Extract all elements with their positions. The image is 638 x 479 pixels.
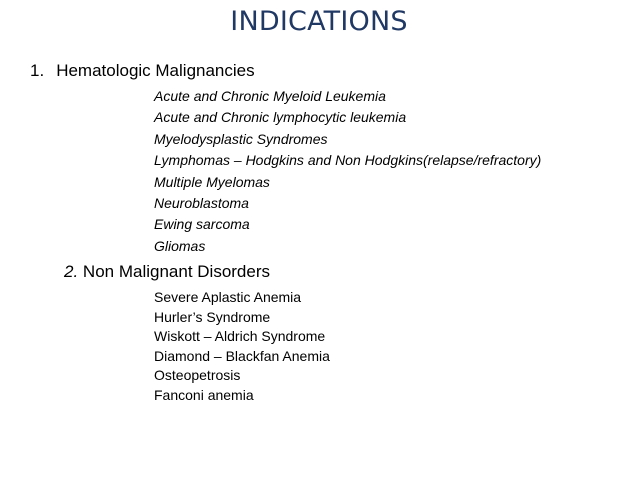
malignancies-list: [154, 86, 541, 257]
list-item: Gliomas: [154, 237, 206, 254]
list-item: Acute and Chronic lymphocytic leukemia: [154, 109, 407, 126]
section-number: 1.: [30, 61, 45, 80]
section-heading-text: Hematologic Malignancies: [56, 61, 255, 80]
list-item: Myelodysplastic Syndromes: [154, 130, 328, 147]
section-number: 2.: [64, 262, 79, 281]
list-item: Hurler’s Syndrome: [154, 308, 271, 325]
list-item: Diamond – Blackfan Anemia: [154, 347, 330, 364]
list-item: Acute and Chronic Myeloid Leukemia: [154, 88, 386, 104]
list-item: Wiskott – Aldrich Syndrome: [154, 328, 326, 344]
list-item: Lymphomas – Hodgkins and Non Hodgkins(relapse/refractory): [154, 152, 542, 169]
slide-title: INDICATIONS: [230, 6, 408, 37]
list-item: Severe Aplastic Anemia: [154, 289, 302, 305]
section-heading-text: Non Malignant Disorders: [82, 262, 271, 281]
list-item: Neuroblastoma: [154, 194, 249, 211]
section-heading-nonmalignant: [64, 262, 270, 282]
section-heading-hematologic: [30, 61, 255, 81]
list-item: Multiple Myelomas: [154, 173, 270, 190]
list-item: Osteopetrosis: [154, 367, 241, 383]
list-item: Fanconi anemia: [154, 386, 254, 403]
nonmalignant-list: [154, 288, 330, 418]
list-item: Ewing sarcoma: [154, 216, 250, 233]
